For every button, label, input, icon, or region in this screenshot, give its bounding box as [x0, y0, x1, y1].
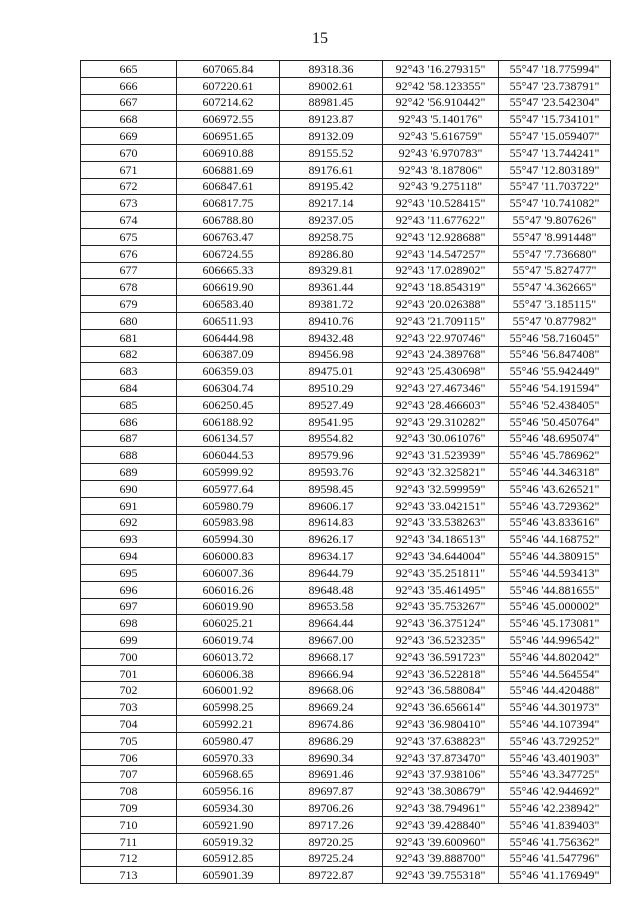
x-coordinate-cell: 606134.57: [177, 430, 280, 447]
point-number-cell: 691: [81, 497, 177, 514]
table-row: [81, 749, 611, 766]
point-number-cell: 695: [81, 564, 177, 581]
latitude-cell: 55°46 '45.000002": [499, 598, 611, 615]
table-row: [81, 161, 611, 178]
y-coordinate-cell: 89002.61: [280, 77, 383, 94]
longitude-cell: 92°43 '36.375124": [383, 615, 499, 632]
y-coordinate-cell: 89720.25: [280, 833, 383, 850]
x-coordinate-cell: 606001.92: [177, 682, 280, 699]
latitude-cell: 55°46 '41.756362": [499, 833, 611, 850]
point-number-cell: 698: [81, 615, 177, 632]
latitude-cell: 55°46 '43.626521": [499, 480, 611, 497]
y-coordinate-cell: 89606.17: [280, 497, 383, 514]
table-row: [81, 111, 611, 128]
longitude-cell: 92°43 '39.600960": [383, 833, 499, 850]
longitude-cell: 92°43 '36.656614": [383, 699, 499, 716]
x-coordinate-cell: 605994.30: [177, 531, 280, 548]
latitude-cell: 55°47 '11.703722": [499, 178, 611, 195]
table-row: [81, 178, 611, 195]
longitude-cell: 92°43 '38.308679": [383, 783, 499, 800]
latitude-cell: 55°46 '44.593413": [499, 564, 611, 581]
point-number-cell: 679: [81, 296, 177, 313]
y-coordinate-cell: 89381.72: [280, 296, 383, 313]
latitude-cell: 55°46 '42.238942": [499, 800, 611, 817]
table-row: [81, 363, 611, 380]
table-row: [81, 128, 611, 145]
latitude-cell: 55°47 '5.827477": [499, 262, 611, 279]
x-coordinate-cell: 606444.98: [177, 329, 280, 346]
latitude-cell: 55°46 '43.833616": [499, 514, 611, 531]
point-number-cell: 683: [81, 363, 177, 380]
x-coordinate-cell: 606007.36: [177, 564, 280, 581]
x-coordinate-cell: 605934.30: [177, 800, 280, 817]
table-row: [81, 632, 611, 649]
x-coordinate-cell: 606304.74: [177, 380, 280, 397]
table-row: [81, 77, 611, 94]
point-number-cell: 669: [81, 128, 177, 145]
latitude-cell: 55°47 '15.734101": [499, 111, 611, 128]
table-row: [81, 648, 611, 665]
longitude-cell: 92°43 '37.938106": [383, 766, 499, 783]
point-number-cell: 696: [81, 581, 177, 598]
page-number: 15: [312, 30, 328, 47]
coordinates-table: [80, 60, 611, 884]
y-coordinate-cell: 89432.48: [280, 329, 383, 346]
point-number-cell: 711: [81, 833, 177, 850]
point-number-cell: 670: [81, 144, 177, 161]
x-coordinate-cell: 606619.90: [177, 279, 280, 296]
longitude-cell: 92°43 '39.888700": [383, 850, 499, 867]
longitude-cell: 92°43 '38.794961": [383, 800, 499, 817]
latitude-cell: 55°46 '41.839403": [499, 816, 611, 833]
point-number-cell: 677: [81, 262, 177, 279]
y-coordinate-cell: 89706.26: [280, 800, 383, 817]
latitude-cell: 55°46 '41.547796": [499, 850, 611, 867]
longitude-cell: 92°43 '10.528415": [383, 195, 499, 212]
table-row: [81, 413, 611, 430]
y-coordinate-cell: 89410.76: [280, 312, 383, 329]
latitude-cell: 55°46 '58.716045": [499, 329, 611, 346]
latitude-cell: 55°46 '43.401903": [499, 749, 611, 766]
y-coordinate-cell: 89318.36: [280, 61, 383, 78]
longitude-cell: 92°43 '24.389768": [383, 346, 499, 363]
y-coordinate-cell: 89593.76: [280, 464, 383, 481]
latitude-cell: 55°46 '44.881655": [499, 581, 611, 598]
x-coordinate-cell: 605968.65: [177, 766, 280, 783]
longitude-cell: 92°43 '32.325821": [383, 464, 499, 481]
latitude-cell: 55°47 '23.542304": [499, 94, 611, 111]
point-number-cell: 673: [81, 195, 177, 212]
y-coordinate-cell: 89123.87: [280, 111, 383, 128]
latitude-cell: 55°47 '18.775994": [499, 61, 611, 78]
point-number-cell: 672: [81, 178, 177, 195]
y-coordinate-cell: 89329.81: [280, 262, 383, 279]
point-number-cell: 665: [81, 61, 177, 78]
x-coordinate-cell: 605977.64: [177, 480, 280, 497]
y-coordinate-cell: 89668.17: [280, 648, 383, 665]
table-row: [81, 732, 611, 749]
y-coordinate-cell: 89456.98: [280, 346, 383, 363]
point-number-cell: 704: [81, 716, 177, 733]
y-coordinate-cell: 89155.52: [280, 144, 383, 161]
x-coordinate-cell: 606016.26: [177, 581, 280, 598]
latitude-cell: 55°47 '15.059407": [499, 128, 611, 145]
longitude-cell: 92°43 '34.644004": [383, 548, 499, 565]
point-number-cell: 703: [81, 699, 177, 716]
latitude-cell: 55°46 '43.729362": [499, 497, 611, 514]
point-number-cell: 684: [81, 380, 177, 397]
point-number-cell: 708: [81, 783, 177, 800]
y-coordinate-cell: 89527.49: [280, 396, 383, 413]
point-number-cell: 699: [81, 632, 177, 649]
latitude-cell: 55°46 '41.176949": [499, 867, 611, 884]
table-row: [81, 716, 611, 733]
longitude-cell: 92°43 '5.616759": [383, 128, 499, 145]
x-coordinate-cell: 606817.75: [177, 195, 280, 212]
y-coordinate-cell: 89648.48: [280, 581, 383, 598]
longitude-cell: 92°43 '34.186513": [383, 531, 499, 548]
x-coordinate-cell: 605998.25: [177, 699, 280, 716]
table-row: [81, 514, 611, 531]
longitude-cell: 92°43 '35.251811": [383, 564, 499, 581]
point-number-cell: 676: [81, 245, 177, 262]
point-number-cell: 690: [81, 480, 177, 497]
latitude-cell: 55°46 '44.301973": [499, 699, 611, 716]
latitude-cell: 55°46 '52.438405": [499, 396, 611, 413]
longitude-cell: 92°43 '37.638823": [383, 732, 499, 749]
point-number-cell: 687: [81, 430, 177, 447]
y-coordinate-cell: 89668.06: [280, 682, 383, 699]
table-row: [81, 447, 611, 464]
table-row: [81, 312, 611, 329]
longitude-cell: 92°43 '20.026388": [383, 296, 499, 313]
longitude-cell: 92°43 '21.709115": [383, 312, 499, 329]
x-coordinate-cell: 606188.92: [177, 413, 280, 430]
y-coordinate-cell: 89286.80: [280, 245, 383, 262]
x-coordinate-cell: 606359.03: [177, 363, 280, 380]
longitude-cell: 92°43 '33.538263": [383, 514, 499, 531]
x-coordinate-cell: 606847.61: [177, 178, 280, 195]
y-coordinate-cell: 89634.17: [280, 548, 383, 565]
table-row: [81, 867, 611, 884]
table-row: [81, 497, 611, 514]
latitude-cell: 55°46 '42.944692": [499, 783, 611, 800]
longitude-cell: 92°43 '27.467346": [383, 380, 499, 397]
latitude-cell: 55°46 '43.729252": [499, 732, 611, 749]
x-coordinate-cell: 606910.88: [177, 144, 280, 161]
longitude-cell: 92°43 '22.970746": [383, 329, 499, 346]
longitude-cell: 92°43 '14.547257": [383, 245, 499, 262]
point-number-cell: 688: [81, 447, 177, 464]
point-number-cell: 694: [81, 548, 177, 565]
x-coordinate-cell: 605999.92: [177, 464, 280, 481]
x-coordinate-cell: 606019.90: [177, 598, 280, 615]
y-coordinate-cell: 89722.87: [280, 867, 383, 884]
latitude-cell: 55°46 '45.173081": [499, 615, 611, 632]
y-coordinate-cell: 89510.29: [280, 380, 383, 397]
latitude-cell: 55°47 '0.877982": [499, 312, 611, 329]
point-number-cell: 693: [81, 531, 177, 548]
longitude-cell: 92°43 '39.428840": [383, 816, 499, 833]
coordinates-table-body: [81, 61, 611, 884]
point-number-cell: 709: [81, 800, 177, 817]
point-number-cell: 671: [81, 161, 177, 178]
x-coordinate-cell: 606763.47: [177, 228, 280, 245]
x-coordinate-cell: 605921.90: [177, 816, 280, 833]
longitude-cell: 92°43 '31.523939": [383, 447, 499, 464]
latitude-cell: 55°46 '43.347725": [499, 766, 611, 783]
table-row: [81, 615, 611, 632]
longitude-cell: 92°43 '36.588084": [383, 682, 499, 699]
longitude-cell: 92°43 '32.599959": [383, 480, 499, 497]
point-number-cell: 712: [81, 850, 177, 867]
y-coordinate-cell: 89674.86: [280, 716, 383, 733]
latitude-cell: 55°46 '44.346318": [499, 464, 611, 481]
point-number-cell: 667: [81, 94, 177, 111]
x-coordinate-cell: 607220.61: [177, 77, 280, 94]
latitude-cell: 55°47 '13.744241": [499, 144, 611, 161]
latitude-cell: 55°46 '44.168752": [499, 531, 611, 548]
table-row: [81, 329, 611, 346]
longitude-cell: 92°43 '36.523235": [383, 632, 499, 649]
table-row: [81, 262, 611, 279]
table-row: [81, 581, 611, 598]
longitude-cell: 92°43 '33.042151": [383, 497, 499, 514]
x-coordinate-cell: 606000.83: [177, 548, 280, 565]
point-number-cell: 705: [81, 732, 177, 749]
latitude-cell: 55°46 '56.847408": [499, 346, 611, 363]
latitude-cell: 55°47 '3.185115": [499, 296, 611, 313]
table-row: [81, 480, 611, 497]
table-row: [81, 850, 611, 867]
y-coordinate-cell: 89258.75: [280, 228, 383, 245]
table-row: [81, 783, 611, 800]
point-number-cell: 710: [81, 816, 177, 833]
latitude-cell: 55°46 '50.450764": [499, 413, 611, 430]
table-row: [81, 766, 611, 783]
latitude-cell: 55°46 '44.420488": [499, 682, 611, 699]
x-coordinate-cell: 606044.53: [177, 447, 280, 464]
latitude-cell: 55°46 '54.191594": [499, 380, 611, 397]
x-coordinate-cell: 606972.55: [177, 111, 280, 128]
point-number-cell: 681: [81, 329, 177, 346]
latitude-cell: 55°46 '44.380915": [499, 548, 611, 565]
table-row: [81, 833, 611, 850]
y-coordinate-cell: 89644.79: [280, 564, 383, 581]
latitude-cell: 55°47 '4.362665": [499, 279, 611, 296]
point-number-cell: 697: [81, 598, 177, 615]
table-row: [81, 665, 611, 682]
x-coordinate-cell: 605912.85: [177, 850, 280, 867]
latitude-cell: 55°47 '10.741082": [499, 195, 611, 212]
latitude-cell: 55°47 '12.803189": [499, 161, 611, 178]
point-number-cell: 682: [81, 346, 177, 363]
longitude-cell: 92°43 '36.591723": [383, 648, 499, 665]
longitude-cell: 92°42 '56.910442": [383, 94, 499, 111]
x-coordinate-cell: 605992.21: [177, 716, 280, 733]
table-row: [81, 61, 611, 78]
longitude-cell: 92°43 '6.970783": [383, 144, 499, 161]
latitude-cell: 55°46 '44.996542": [499, 632, 611, 649]
x-coordinate-cell: 605980.47: [177, 732, 280, 749]
longitude-cell: 92°43 '28.466603": [383, 396, 499, 413]
y-coordinate-cell: 89626.17: [280, 531, 383, 548]
point-number-cell: 692: [81, 514, 177, 531]
latitude-cell: 55°46 '44.107394": [499, 716, 611, 733]
y-coordinate-cell: 89176.61: [280, 161, 383, 178]
y-coordinate-cell: 88981.45: [280, 94, 383, 111]
x-coordinate-cell: 606583.40: [177, 296, 280, 313]
x-coordinate-cell: 606951.65: [177, 128, 280, 145]
y-coordinate-cell: 89669.24: [280, 699, 383, 716]
longitude-cell: 92°43 '37.873470": [383, 749, 499, 766]
y-coordinate-cell: 89686.29: [280, 732, 383, 749]
latitude-cell: 55°47 '8.991448": [499, 228, 611, 245]
table-row: [81, 195, 611, 212]
y-coordinate-cell: 89667.00: [280, 632, 383, 649]
x-coordinate-cell: 606511.93: [177, 312, 280, 329]
table-row: [81, 548, 611, 565]
latitude-cell: 55°46 '44.802042": [499, 648, 611, 665]
point-number-cell: 702: [81, 682, 177, 699]
point-number-cell: 678: [81, 279, 177, 296]
point-number-cell: 680: [81, 312, 177, 329]
y-coordinate-cell: 89598.45: [280, 480, 383, 497]
y-coordinate-cell: 89554.82: [280, 430, 383, 447]
x-coordinate-cell: 606025.21: [177, 615, 280, 632]
longitude-cell: 92°43 '8.187806": [383, 161, 499, 178]
latitude-cell: 55°46 '45.786962": [499, 447, 611, 464]
table-row: [81, 245, 611, 262]
table-row: [81, 564, 611, 581]
point-number-cell: 686: [81, 413, 177, 430]
point-number-cell: 707: [81, 766, 177, 783]
latitude-cell: 55°46 '48.695074": [499, 430, 611, 447]
x-coordinate-cell: 606881.69: [177, 161, 280, 178]
y-coordinate-cell: 89195.42: [280, 178, 383, 195]
longitude-cell: 92°43 '29.310282": [383, 413, 499, 430]
y-coordinate-cell: 89217.14: [280, 195, 383, 212]
table-row: [81, 212, 611, 229]
longitude-cell: 92°43 '9.275118": [383, 178, 499, 195]
longitude-cell: 92°43 '12.928688": [383, 228, 499, 245]
latitude-cell: 55°47 '7.736680": [499, 245, 611, 262]
y-coordinate-cell: 89690.34: [280, 749, 383, 766]
table-row: [81, 144, 611, 161]
y-coordinate-cell: 89666.94: [280, 665, 383, 682]
table-row: [81, 699, 611, 716]
longitude-cell: 92°43 '39.755318": [383, 867, 499, 884]
point-number-cell: 675: [81, 228, 177, 245]
longitude-cell: 92°43 '18.854319": [383, 279, 499, 296]
longitude-cell: 92°43 '5.140176": [383, 111, 499, 128]
x-coordinate-cell: 606724.55: [177, 245, 280, 262]
point-number-cell: 674: [81, 212, 177, 229]
x-coordinate-cell: 606019.74: [177, 632, 280, 649]
x-coordinate-cell: 605956.16: [177, 783, 280, 800]
table-row: [81, 598, 611, 615]
longitude-cell: 92°43 '36.522818": [383, 665, 499, 682]
x-coordinate-cell: 605980.79: [177, 497, 280, 514]
x-coordinate-cell: 605970.33: [177, 749, 280, 766]
x-coordinate-cell: 606665.33: [177, 262, 280, 279]
point-number-cell: 666: [81, 77, 177, 94]
longitude-cell: 92°43 '36.980410": [383, 716, 499, 733]
y-coordinate-cell: 89132.09: [280, 128, 383, 145]
latitude-cell: 55°47 '23.738791": [499, 77, 611, 94]
table-row: [81, 346, 611, 363]
longitude-cell: 92°43 '35.753267": [383, 598, 499, 615]
point-number-cell: 689: [81, 464, 177, 481]
y-coordinate-cell: 89691.46: [280, 766, 383, 783]
y-coordinate-cell: 89664.44: [280, 615, 383, 632]
y-coordinate-cell: 89697.87: [280, 783, 383, 800]
latitude-cell: 55°46 '44.564554": [499, 665, 611, 682]
y-coordinate-cell: 89717.26: [280, 816, 383, 833]
longitude-cell: 92°42 '58.123355": [383, 77, 499, 94]
y-coordinate-cell: 89541.95: [280, 413, 383, 430]
longitude-cell: 92°43 '35.461495": [383, 581, 499, 598]
y-coordinate-cell: 89361.44: [280, 279, 383, 296]
table-row: [81, 816, 611, 833]
x-coordinate-cell: 605919.32: [177, 833, 280, 850]
table-row: [81, 531, 611, 548]
x-coordinate-cell: 605901.39: [177, 867, 280, 884]
x-coordinate-cell: 606250.45: [177, 396, 280, 413]
x-coordinate-cell: 605983.98: [177, 514, 280, 531]
point-number-cell: 700: [81, 648, 177, 665]
longitude-cell: 92°43 '30.061076": [383, 430, 499, 447]
x-coordinate-cell: 606387.09: [177, 346, 280, 363]
point-number-cell: 668: [81, 111, 177, 128]
y-coordinate-cell: 89475.01: [280, 363, 383, 380]
longitude-cell: 92°43 '11.677622": [383, 212, 499, 229]
y-coordinate-cell: 89725.24: [280, 850, 383, 867]
y-coordinate-cell: 89614.83: [280, 514, 383, 531]
longitude-cell: 92°43 '17.028902": [383, 262, 499, 279]
table-row: [81, 296, 611, 313]
table-row: [81, 430, 611, 447]
point-number-cell: 706: [81, 749, 177, 766]
latitude-cell: 55°46 '55.942449": [499, 363, 611, 380]
table-row: [81, 380, 611, 397]
table-row: [81, 464, 611, 481]
table-row: [81, 396, 611, 413]
x-coordinate-cell: 606013.72: [177, 648, 280, 665]
x-coordinate-cell: 607065.84: [177, 61, 280, 78]
table-row: [81, 279, 611, 296]
x-coordinate-cell: 606006.38: [177, 665, 280, 682]
point-number-cell: 713: [81, 867, 177, 884]
x-coordinate-cell: 607214.62: [177, 94, 280, 111]
longitude-cell: 92°43 '25.430698": [383, 363, 499, 380]
y-coordinate-cell: 89653.58: [280, 598, 383, 615]
table-row: [81, 94, 611, 111]
point-number-cell: 701: [81, 665, 177, 682]
point-number-cell: 685: [81, 396, 177, 413]
y-coordinate-cell: 89579.96: [280, 447, 383, 464]
table-row: [81, 682, 611, 699]
y-coordinate-cell: 89237.05: [280, 212, 383, 229]
longitude-cell: 92°43 '16.279315": [383, 61, 499, 78]
table-row: [81, 800, 611, 817]
table-row: [81, 228, 611, 245]
latitude-cell: 55°47 '9.807626": [499, 212, 611, 229]
x-coordinate-cell: 606788.80: [177, 212, 280, 229]
